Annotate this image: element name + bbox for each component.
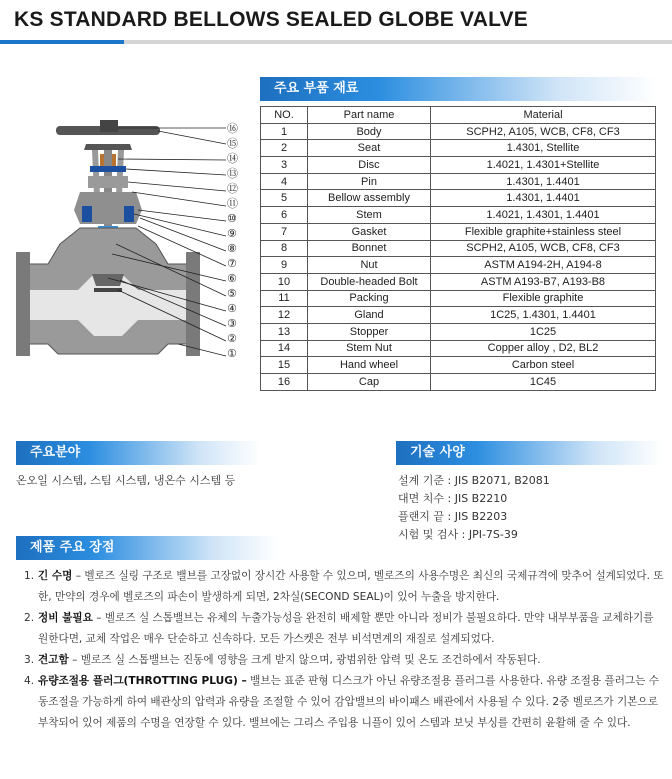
table-row <box>261 374 656 391</box>
material-cell: SCPH2, A105, WCB, CF8, CF3 <box>431 123 656 140</box>
callout-label: ① <box>227 347 237 360</box>
part-name-cell: Gland <box>308 307 431 324</box>
material-cell: Flexible graphite+stainless steel <box>431 223 656 240</box>
part-name-cell: Stem <box>308 207 431 224</box>
part-number-cell: 12 <box>261 307 308 324</box>
application-text: 온오일 시스템, 스팀 시스템, 냉온수 시스템 등 <box>16 474 236 487</box>
item-heading: 긴 수명 <box>38 570 73 582</box>
callout-label: ② <box>227 332 237 345</box>
application-section-heading: 주요분야 <box>16 441 260 465</box>
part-name-cell: Bellow assembly <box>308 190 431 207</box>
material-cell: 1.4301, 1.4401 <box>431 190 656 207</box>
material-cell: 1C25 <box>431 323 656 340</box>
cap-shape <box>100 120 118 132</box>
parts-section-heading: 주요 부품 재료 <box>260 77 656 101</box>
material-cell: 1.4021, 1.4301+Stellite <box>431 157 656 174</box>
advantages-list <box>24 566 664 734</box>
part-number-cell: 5 <box>261 190 308 207</box>
part-name-cell: Packing <box>308 290 431 307</box>
item-text: 밸브는 표준 판형 디스크가 아닌 유량조절용 플러그를 사용한다. 유량 조절용 플러그는 수동조절을 가능하게 하여 배관상의 압력과 유량을 조절할 수 있어 감압밸브의 바이패스 배관에서 사용될 수 있다. 2중 벨로즈가 기본으로 부착되어 있어 제품의 수명을 연장할 수 있다. 밸브에는 그리스 주입용 니플이 있어 스템과 보닛 부싱를 간편히 윤활해 줄 수 있다. <box>38 675 659 729</box>
material-cell: Copper alloy , D2, BL2 <box>431 340 656 357</box>
stopper-shape <box>90 166 126 172</box>
part-number-cell: 16 <box>261 374 308 391</box>
table-row <box>261 123 656 140</box>
disc-shape <box>92 274 124 286</box>
table-row <box>261 323 656 340</box>
list-item <box>24 671 664 734</box>
item-heading: 유량조절용 플러그(THROTTING PLUG) – <box>38 675 247 687</box>
part-name-cell: Stem Nut <box>308 340 431 357</box>
callout-label: ⑧ <box>227 242 237 255</box>
material-cell: ASTM A193-B7, A193-B8 <box>431 273 656 290</box>
item-text: – 벨로즈 실링 구조로 밸브를 고장없이 장시간 사용할 수 있으며, 벨로즈의 사용수명은 최신의 국제규격에 맞추어 설계되었다. 또한, 만약의 경우에 벨로즈의 파손이 발생하게 되면, 2차실(SECOND SEAL)이 있어 누출을 방지한다. <box>38 570 664 603</box>
part-number-cell: 11 <box>261 290 308 307</box>
left-flange-shape <box>16 252 30 356</box>
part-name-cell: Stopper <box>308 323 431 340</box>
part-number-cell: 9 <box>261 257 308 274</box>
item-number: 2. <box>24 612 35 624</box>
part-name-cell: Double-headed Bolt <box>308 273 431 290</box>
callout-label: ⑮ <box>227 137 238 150</box>
item-heading: 정비 불필요 <box>38 612 93 624</box>
part-number-cell: 3 <box>261 157 308 174</box>
part-name-cell: Cap <box>308 374 431 391</box>
callout-label: ⑨ <box>227 227 237 240</box>
part-name-cell: Disc <box>308 157 431 174</box>
advantages-section-heading: 제품 주요 장점 <box>16 536 278 560</box>
part-number-cell: 1 <box>261 123 308 140</box>
table-row <box>261 307 656 324</box>
spec-line: 설계 기준 : JIS B2071, B2081 <box>398 474 550 487</box>
part-number-cell: 15 <box>261 357 308 374</box>
callout-label: ④ <box>227 302 237 315</box>
column-header: NO. <box>261 107 308 124</box>
part-number-cell: 8 <box>261 240 308 257</box>
callout-label: ⑦ <box>227 257 237 270</box>
callout-label: ⑬ <box>227 167 238 180</box>
part-name-cell: Hand wheel <box>308 357 431 374</box>
table-row <box>261 173 656 190</box>
item-text: – 벨로즈 실 스톱밸브는 유체의 누출가능성을 완전히 배제할 뿐만 아니라 정비가 불필요하다. 만약 내부부품을 교체하기를 원한다면, 교체 작업은 매우 단순하고 신속하다. 모든 가스켓은 전부 비석면계의 재질로 설계되었다. <box>38 612 654 645</box>
list-item <box>24 650 664 671</box>
part-number-cell: 6 <box>261 207 308 224</box>
seat-shape <box>94 288 122 292</box>
part-name-cell: Seat <box>308 140 431 157</box>
table-row <box>261 223 656 240</box>
material-cell: 1.4301, 1.4401 <box>431 173 656 190</box>
column-header: Material <box>431 107 656 124</box>
right-flange-shape <box>186 252 200 356</box>
callout-label: ⑫ <box>227 182 238 195</box>
callout-label: ⑩ <box>227 212 237 225</box>
callout-label: ⑥ <box>227 272 237 285</box>
page-title: KS STANDARD BELLOWS SEALED GLOBE VALVE <box>14 8 528 31</box>
part-number-cell: 13 <box>261 323 308 340</box>
part-name-cell: Bonnet <box>308 240 431 257</box>
table-row <box>261 157 656 174</box>
table-row <box>261 257 656 274</box>
gland-shape <box>88 176 128 188</box>
item-number: 4. <box>24 675 35 687</box>
item-number: 1. <box>24 570 35 582</box>
part-name-cell: Body <box>308 123 431 140</box>
part-number-cell: 4 <box>261 173 308 190</box>
material-cell: 1C25, 1.4301, 1.4401 <box>431 307 656 324</box>
table-row <box>261 290 656 307</box>
table-header-row <box>261 107 656 124</box>
part-number-cell: 7 <box>261 223 308 240</box>
callout-label: ③ <box>227 317 237 330</box>
table-row <box>261 207 656 224</box>
item-text: – 벨로즈 실 스톱밸브는 진동에 영향을 크게 받지 않으며, 광범위한 압력 및 온도 조건하에서 작동된다. <box>68 654 541 666</box>
material-cell: 1.4301, Stellite <box>431 140 656 157</box>
table-row <box>261 190 656 207</box>
table-row <box>261 340 656 357</box>
part-name-cell: Gasket <box>308 223 431 240</box>
material-cell: Flexible graphite <box>431 290 656 307</box>
list-item <box>24 566 664 608</box>
part-number-cell: 2 <box>261 140 308 157</box>
part-number-cell: 14 <box>261 340 308 357</box>
part-name-cell: Nut <box>308 257 431 274</box>
table-row <box>261 273 656 290</box>
item-heading: 견고함 <box>38 654 69 666</box>
table-row <box>261 140 656 157</box>
column-header: Part name <box>308 107 431 124</box>
callout-label: ⑭ <box>227 152 238 165</box>
material-cell: 1C45 <box>431 374 656 391</box>
title-accent <box>0 40 124 44</box>
spec-line: 플랜지 끝 : JIS B2203 <box>398 510 508 523</box>
part-name-cell: Pin <box>308 173 431 190</box>
item-number: 3. <box>24 654 35 666</box>
material-cell: Carbon steel <box>431 357 656 374</box>
valve-cross-section-drawing <box>8 114 252 376</box>
title-divider <box>0 40 672 44</box>
list-item <box>24 608 664 650</box>
parts-material-table <box>260 106 656 391</box>
material-cell: 1.4021, 1.4301, 1.4401 <box>431 207 656 224</box>
part-number-cell: 10 <box>261 273 308 290</box>
callout-label: ⑤ <box>227 287 237 300</box>
callout-label: ⑪ <box>227 197 238 210</box>
spec-line: 대면 치수 : JIS B2210 <box>398 492 508 505</box>
table-row <box>261 240 656 257</box>
spec-line: 시험 및 검사 : JPI-7S-39 <box>398 528 518 541</box>
material-cell: ASTM A194-2H, A194-8 <box>431 257 656 274</box>
callout-label: ⑯ <box>227 122 238 135</box>
specs-section-heading: 기술 사양 <box>396 441 662 465</box>
table-row <box>261 357 656 374</box>
specs-list <box>398 472 550 544</box>
material-cell: SCPH2, A105, WCB, CF8, CF3 <box>431 240 656 257</box>
